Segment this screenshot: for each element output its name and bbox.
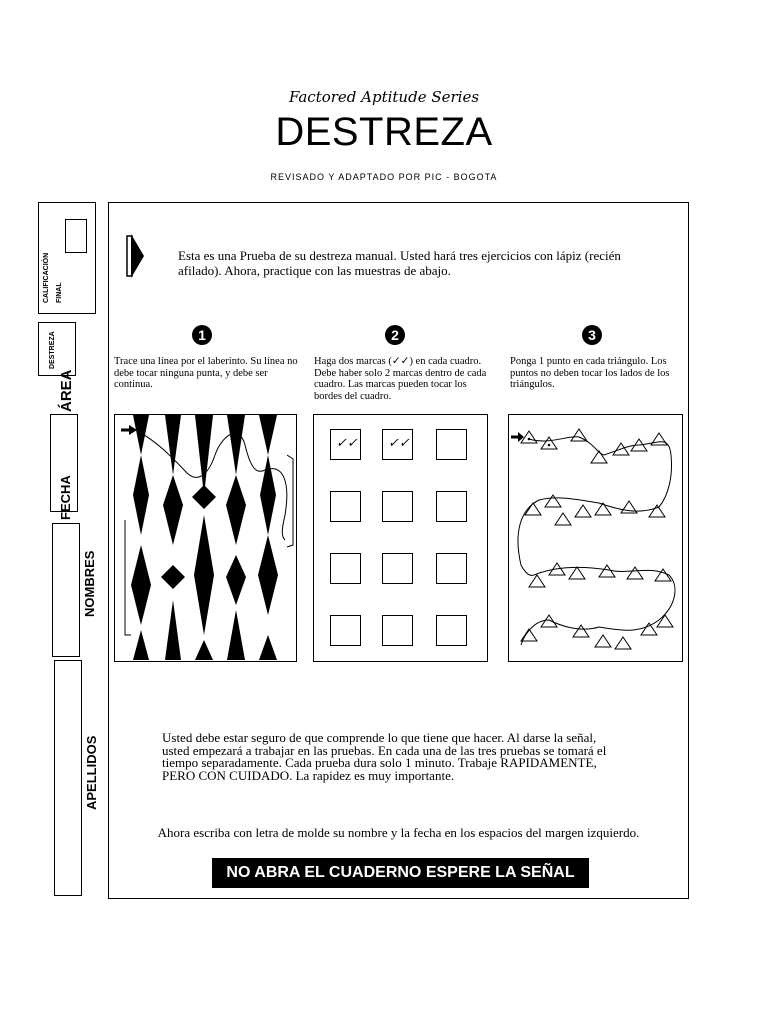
- triangles-figure: [509, 415, 681, 660]
- nombres-field[interactable]: [52, 523, 80, 657]
- area-value: DESTREZA: [49, 331, 56, 369]
- page-title: DESTREZA: [275, 110, 493, 154]
- check-mark: ✓✓: [336, 435, 358, 450]
- nombres-label: NOMBRES: [82, 550, 97, 617]
- box-3[interactable]: [436, 429, 467, 460]
- apellidos-label: APELLIDOS: [84, 735, 99, 810]
- check-mark: ✓✓: [388, 435, 410, 450]
- boxes-panel[interactable]: [313, 414, 488, 662]
- box-9[interactable]: [436, 553, 467, 584]
- box-7[interactable]: [330, 553, 361, 584]
- exercise-1-number: 1: [192, 325, 212, 345]
- exercise-3-number: 3: [582, 325, 602, 345]
- exercise-2-text: Haga dos marcas (✓✓) en cada cuadro. Debe haber solo 2 marcas dentro de cada cuadro. Las marcas pueden tocar los bordes del cuadro.: [314, 356, 487, 402]
- box-10[interactable]: [330, 615, 361, 646]
- triangles-panel[interactable]: [508, 414, 683, 662]
- box-8[interactable]: [382, 553, 413, 584]
- box-5[interactable]: [382, 491, 413, 522]
- box-1[interactable]: [330, 429, 361, 460]
- exercise-3-text: Ponga 1 punto en cada triángulo. Los puntos no deben tocar los lados de los triángulos.: [510, 356, 670, 390]
- warning-banner: NO ABRA EL CUADERNO ESPERE LA SEÑAL: [212, 858, 589, 888]
- exercise-1-text: Trace una línea por el laberinto. Su línea no debe tocar ninguna punta, y debe ser continua.: [114, 356, 298, 390]
- area-label: ÁREA: [58, 369, 75, 412]
- box-12[interactable]: [436, 615, 467, 646]
- box-2[interactable]: [382, 429, 413, 460]
- labyrinth-figure: [115, 415, 295, 660]
- calificacion-label: CALIFICACIÓN: [43, 252, 50, 303]
- final-label: FINAL: [56, 282, 63, 303]
- closing-instruction: Ahora escriba con letra de molde su nombre y la fecha en los espacios del margen izquierdo.: [157, 825, 640, 840]
- calificacion-input[interactable]: [65, 219, 87, 253]
- labyrinth-panel[interactable]: [114, 414, 297, 662]
- calificacion-box: [38, 202, 96, 314]
- fecha-label: FECHA: [58, 475, 73, 520]
- box-6[interactable]: [436, 491, 467, 522]
- box-11[interactable]: [382, 615, 413, 646]
- page-subtitle: REVISADO Y ADAPTADO POR PIC - BOGOTA: [270, 172, 498, 182]
- apellidos-field[interactable]: [54, 660, 82, 896]
- area-value-box: [38, 322, 76, 376]
- intro-text: Esta es una Prueba de su destreza manual. Usted hará tres ejercicios con lápiz (recién afilado). Ahora, practique con las muestras de abajo.: [178, 248, 621, 278]
- pointer-arrow-icon: [124, 232, 148, 280]
- box-4[interactable]: [330, 491, 361, 522]
- series-title: Factored Aptitude Series: [288, 88, 480, 106]
- instructions-paragraph: Usted debe estar seguro de que comprende lo que tiene que hacer. Al darse la señal, usted empezará a trabajar en las pruebas. En cada una de las tres pruebas se tomará el tiempo separadamente. Cada prueba dura solo 1 minuto. Trabaje RAPIDAMENTE, PERO CON CUIDADO. La rapidez es muy importante.: [162, 730, 607, 783]
- exercise-2-number: 2: [385, 325, 405, 345]
